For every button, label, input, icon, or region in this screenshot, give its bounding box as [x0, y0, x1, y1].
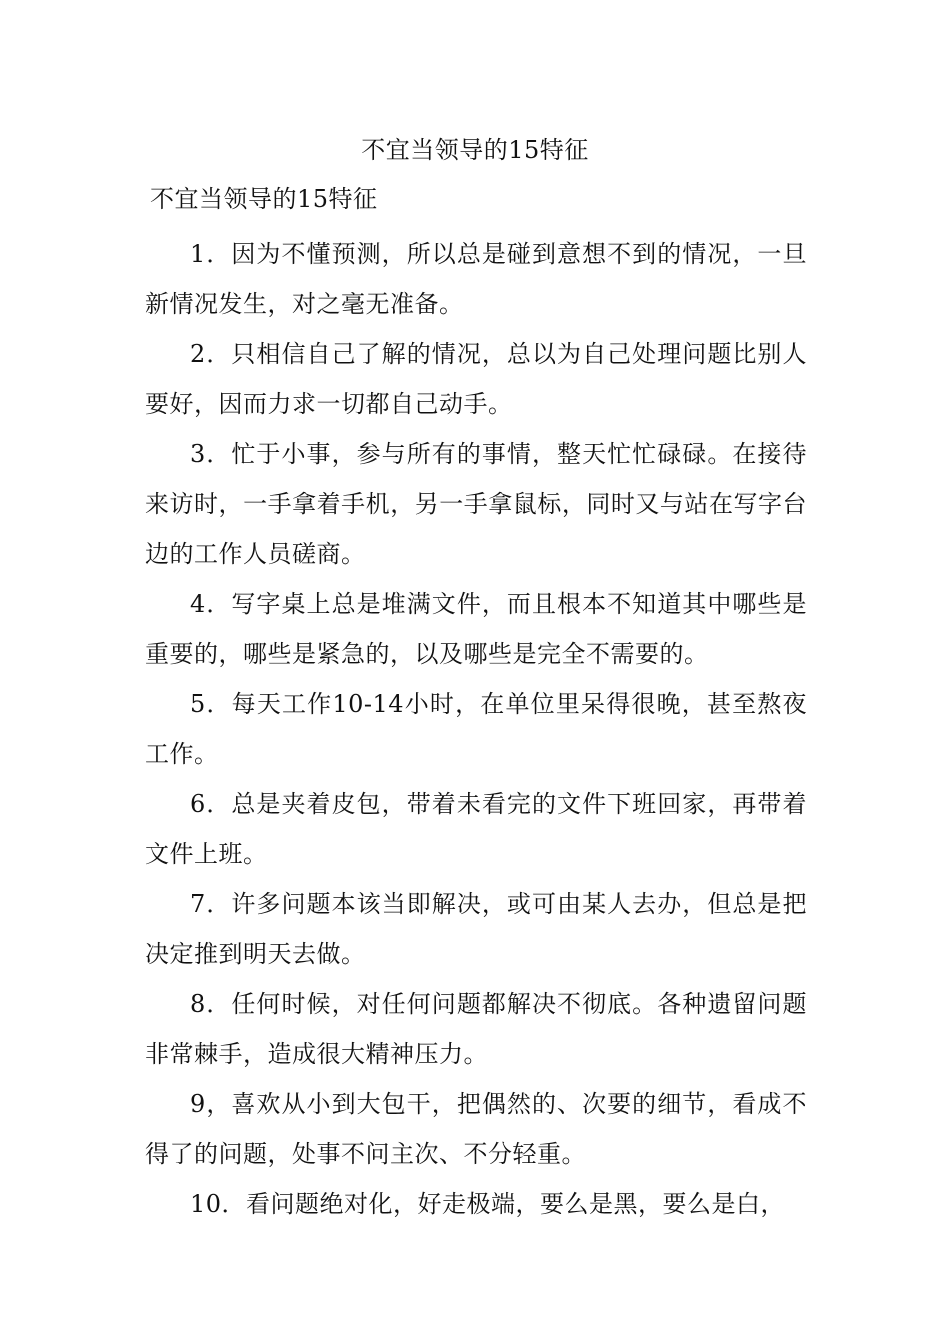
paragraph-9: 9，喜欢从小到大包干，把偶然的、次要的细节，看成不得了的问题，处事不问主次、不分轻重。: [145, 1090, 807, 1168]
paragraph-4: 4．写字桌上总是堆满文件，而且根本不知道其中哪些是重要的，哪些是紧急的，以及哪些是完全不需要的。: [145, 590, 807, 668]
paragraph-2: 2．只相信自己了解的情况，总以为自己处理问题比别人要好，因而力求一切都自己动手。: [145, 340, 807, 418]
paragraph-6: 6．总是夹着皮包，带着未看完的文件下班回家，再带着文件上班。: [145, 790, 807, 868]
paragraph-7: 7．许多问题本该当即解决，或可由某人去办，但总是把决定推到明天去做。: [145, 890, 807, 968]
paragraph-5: 5．每天工作10-14小时，在单位里呆得很晚，甚至熬夜工作。: [145, 690, 807, 768]
document-title: 不宜当领导的15特征: [361, 136, 589, 164]
document-body: [145, 229, 807, 1229]
document-subtitle: 不宜当领导的15特征: [150, 185, 378, 213]
paragraph-8: 8．任何时候，对任何问题都解决不彻底。各种遗留问题非常棘手，造成很大精神压力。: [145, 990, 807, 1068]
paragraph-1: 1．因为不懂预测，所以总是碰到意想不到的情况，一旦新情况发生，对之毫无准备。: [145, 240, 807, 318]
paragraph-3: 3．忙于小事，参与所有的事情，整天忙忙碌碌。在接待来访时，一手拿着手机，另一手拿鼠标，同时又与站在写字台边的工作人员磋商。: [145, 440, 807, 568]
paragraph-10: 10．看问题绝对化，好走极端，要么是黑，要么是白，: [190, 1190, 786, 1218]
